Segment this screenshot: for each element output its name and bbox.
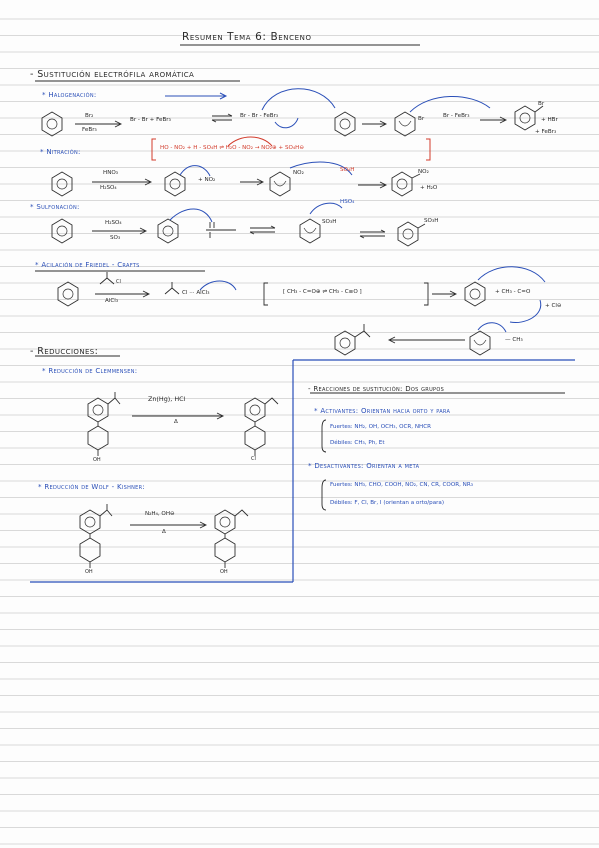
desactivantes-brace — [322, 480, 326, 510]
nitration-benzene-2 — [165, 172, 185, 196]
desactivantes-fuertes: Fuertes: NH₃, CHO, COOH, NO₂, CN, CR, COOR, NR₃ — [330, 482, 473, 488]
activantes-label: * Activantes: Orientan hacia orto y para — [314, 407, 451, 415]
clemmensen-sub-left: OH — [93, 457, 101, 463]
sulfonation-benzene-2 — [158, 219, 178, 243]
activantes-fuertes: Fuertes: NH₂, OH, OCH₃, OCR, NHCR — [330, 424, 432, 430]
acylation-curved-arrow-2 — [478, 267, 545, 282]
sustitucion-heading: - Sustitución electrófila aromática — [30, 69, 195, 80]
nitration-arrow-3 — [358, 182, 386, 188]
nitration-curved-arrow-2 — [180, 166, 210, 176]
nitration-no2-plus: + NO₂ — [198, 177, 216, 183]
desactivantes-debiles: Débiles: F, Cl, Br, I (orientan a orto/para) — [330, 500, 445, 506]
clemmensen-reagent-bottom: Δ — [174, 419, 178, 425]
wolff-sub-right: OH — [220, 569, 228, 575]
acylation-bracket-left — [264, 283, 268, 305]
halogenation-arrow-2 — [362, 121, 386, 127]
clemmensen-label: * Reducción de Clemmensen: — [42, 367, 138, 375]
sulfonacion-label: * Sulfonación: — [30, 203, 80, 211]
nitration-no2: NO₂ — [293, 170, 304, 176]
sulfonation-curved-arrow-2 — [310, 203, 342, 214]
reducciones-heading: - Reducciones: — [30, 346, 99, 357]
acilacion-label: * Acilación de Friedel - Crafts — [35, 261, 140, 269]
sulfonation-so3-structure — [206, 222, 236, 238]
clemmensen-reactant — [88, 392, 120, 456]
acylation-complex-structure — [165, 282, 179, 294]
halogenation-arrow-3 — [480, 117, 506, 123]
halogenation-febr3: + FeBr₃ — [535, 129, 557, 135]
halogenation-curved-arrow-2 — [275, 118, 298, 128]
halogenation-benzene-start — [42, 112, 62, 136]
nitration-bracket-left — [152, 139, 156, 160]
acylation-benzene-2 — [465, 282, 485, 306]
halogenation-product-bromobenzene — [515, 106, 543, 130]
halogenation-reagent-bottom: FeBr₃ — [82, 127, 97, 133]
activantes-brace — [322, 420, 326, 452]
wolff-reagent-bottom: Δ — [162, 529, 166, 535]
acylation-ch3: — CH₃ — [505, 337, 523, 343]
wolff-reactant — [80, 504, 112, 568]
acylation-product-acetophenone — [335, 324, 370, 355]
acylation-resonance: [ CH₃ - C=O⊕ ⇌ CH₃ - C≡O ] — [283, 289, 362, 295]
wolff-arrow — [130, 522, 206, 528]
wolff-label: * Reducción de Wolf - Kishner: — [38, 483, 146, 491]
sulfonation-curved-arrow — [170, 209, 212, 222]
halogenation-complex: Br - Br + FeBr₃ — [130, 117, 171, 123]
acylation-reagent-bottom: AlCl₃ — [105, 298, 119, 304]
sulfonation-arrow — [92, 228, 146, 234]
nitration-so4h: SO₄H — [340, 167, 355, 173]
activantes-debiles: Débiles: CH₃, Ph, Et — [330, 440, 385, 446]
sulfonation-reagent-bottom: SO₃ — [110, 235, 121, 241]
nitracion-label: * Nitración: — [40, 148, 81, 156]
nitration-product-no2: NO₂ — [418, 169, 429, 175]
acylation-curved-arrow-4 — [478, 323, 506, 332]
desactivantes-label: * Desactivantes: Orientan a meta — [308, 462, 420, 470]
nitration-h2o: + H₂O — [420, 185, 438, 191]
halogenation-complex-2: Br - Br - FeBr₃ — [240, 113, 279, 119]
nitration-bracket-right — [426, 139, 430, 160]
nitration-benzene-start — [52, 172, 72, 196]
halogenation-hbr: + HBr — [541, 117, 558, 123]
wolff-product — [215, 510, 248, 568]
halogenacion-arrow-head — [165, 93, 226, 99]
clemmensen-reagent-top: Zn(Hg), HCl — [148, 395, 186, 403]
nitration-reagent-bottom: H₂SO₄ — [100, 185, 117, 191]
acylation-plus-acyl: + CH₃ - C=O — [495, 289, 531, 295]
sulfonation-hso4: HSO₄ — [340, 199, 355, 205]
sulfonation-benzene-start — [52, 219, 72, 243]
halogenation-benzene-2 — [335, 112, 355, 136]
sulfonation-reagent-top: H₂SO₄ — [105, 220, 122, 226]
sulfonation-equilibrium-2 — [360, 230, 385, 238]
nitration-mechanism: HO - NO₂ + H - SO₄H ⇌ H₂O - NO₂ → NO₂⊕ + SO₄H⊖ — [160, 145, 305, 151]
acylation-cl-minus: + Cl⊖ — [545, 303, 562, 309]
halogenation-br-label: Br — [418, 116, 425, 122]
acylation-arrow-back — [389, 337, 465, 343]
wolff-sub-left: OH — [85, 569, 93, 575]
acylation-reagent-top: Cl — [116, 279, 121, 285]
page-title: Resumen Tema 6: Benceno — [182, 31, 312, 43]
halogenacion-label: * Halogenación: — [42, 91, 97, 99]
acylation-acyl-chloride — [100, 272, 114, 284]
acylation-benzene-start — [58, 282, 78, 306]
acylation-curved-arrow — [200, 281, 236, 290]
wolff-reagent-top: N₂H₄, OH⊖ — [145, 511, 175, 517]
acylation-sigma-complex — [470, 331, 490, 355]
clemmensen-product — [245, 398, 278, 456]
acylation-arrow-2 — [432, 291, 456, 297]
acylation-arrow — [95, 291, 149, 297]
reacciones-heading: - Reacciones de sustitución: Dos grupos — [308, 385, 445, 393]
nitration-arrow-2 — [240, 179, 263, 185]
acylation-complex: Cl ··· AlCl₃ — [182, 290, 210, 296]
halogenation-side-product: Br - FeBr₃ — [443, 113, 470, 119]
sulfonation-so3h: SO₃H — [322, 219, 337, 225]
nitration-reagent-top: HNO₃ — [103, 170, 119, 176]
halogenation-curved-arrow-1 — [262, 89, 335, 110]
acylation-curved-arrow-3 — [510, 300, 541, 323]
acylation-bracket-right — [424, 283, 428, 305]
halogenation-br-substituent: Br — [538, 101, 545, 107]
clemmensen-sub-right: Cl — [251, 456, 256, 462]
sulfonation-equilibrium — [250, 226, 275, 234]
halogenation-curved-arrow-3 — [410, 96, 490, 112]
halogenation-reagent-top: Br₂ — [85, 113, 94, 119]
nitration-sigma-complex — [270, 172, 290, 196]
sulfonation-product-so3h: SO₃H — [424, 218, 439, 224]
sulfonation-product — [398, 222, 425, 246]
halogenation-sigma-complex — [395, 112, 415, 136]
halogenation-equilibrium — [212, 114, 232, 122]
nitration-product — [392, 172, 420, 196]
sulfonation-sigma-complex — [300, 219, 320, 243]
